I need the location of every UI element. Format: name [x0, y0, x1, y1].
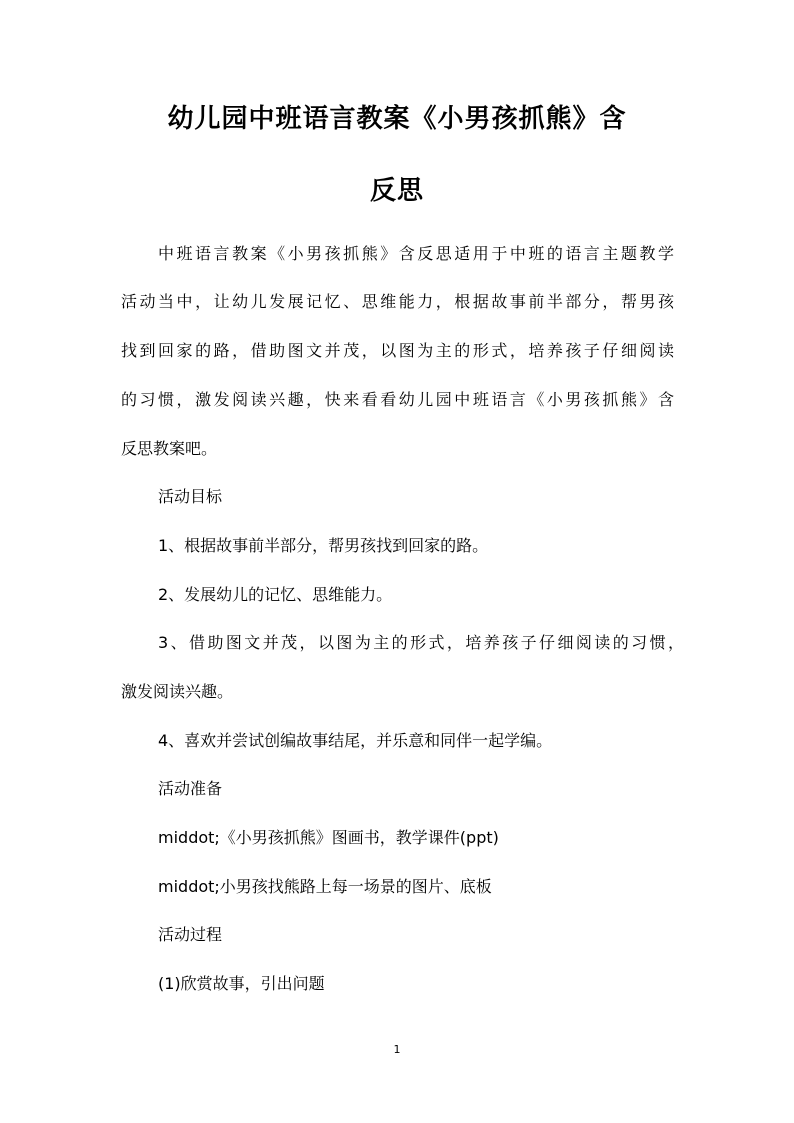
- preparation-item-1: middot;《小男孩抓熊》图画书，教学课件(ppt): [158, 828, 499, 847]
- goal-item-3-line-2: 激发阅读兴趣。: [121, 682, 234, 701]
- goal-item-4: 4、喜欢并尝试创编故事结尾，并乐意和同伴一起学编。: [158, 731, 553, 750]
- goals-heading: 活动目标: [158, 487, 223, 506]
- preparation-item-2: middot;小男孩找熊路上每一场景的图片、底板: [158, 877, 492, 896]
- process-item-1: (1)欣赏故事，引出问题: [158, 974, 325, 993]
- intro-line-5: 反思教案吧。: [121, 439, 218, 458]
- document-title-line-2: 反思: [369, 176, 424, 206]
- goal-item-3-line-1: 3、借助图文并茂，以图为主的形式，培养孩子仔细阅读的习惯，: [158, 633, 684, 652]
- preparation-heading: 活动准备: [158, 779, 223, 798]
- process-heading: 活动过程: [158, 925, 223, 944]
- document-title-line-1: 幼儿园中班语言教案《小男孩抓熊》含: [167, 104, 627, 134]
- intro-line-1: 中班语言教案《小男孩抓熊》含反思适用于中班的语言主题教学: [158, 244, 674, 263]
- intro-line-2: 活动当中，让幼儿发展记忆、思维能力，根据故事前半部分，帮男孩: [121, 292, 674, 311]
- goal-item-2: 2、发展幼儿的记忆、思维能力。: [158, 585, 393, 604]
- page-number: 1: [393, 1043, 401, 1056]
- goal-item-1: 1、根据故事前半部分，帮男孩找到回家的路。: [158, 536, 489, 555]
- intro-line-3: 找到回家的路，借助图文并茂，以图为主的形式，培养孩子仔细阅读: [121, 341, 674, 360]
- intro-line-4: 的习惯，激发阅读兴趣，快来看看幼儿园中班语言《小男孩抓熊》含: [121, 390, 674, 409]
